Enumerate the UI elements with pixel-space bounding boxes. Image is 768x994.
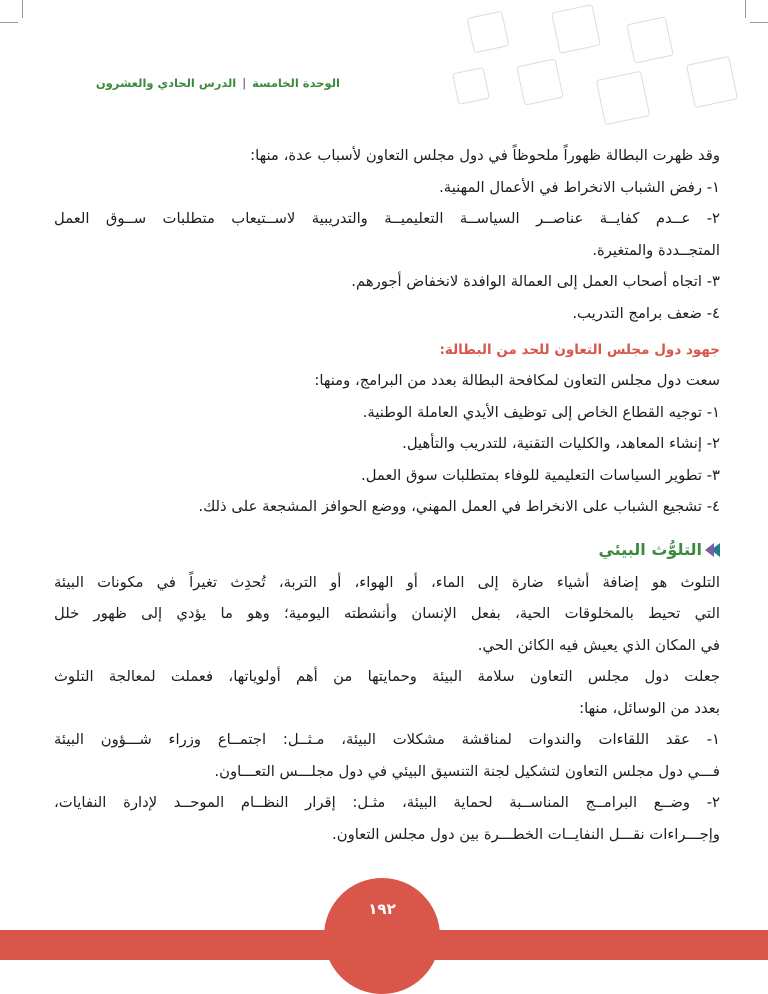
means-item-continuation: وإجـــراءات نقـــل النفايــات الخطـــرة بين دول مجلس التعاون. bbox=[332, 825, 720, 843]
cause-item: ١- رفض الشباب الانخراط في الأعمال المهنية. bbox=[439, 178, 720, 196]
effort-item: ٢- إنشاء المعاهد، والكليات التقنية، للتدريب والتأهيل. bbox=[402, 435, 720, 452]
unit-label: الوحدة الخامسة bbox=[252, 76, 340, 90]
crop-mark bbox=[22, 0, 23, 18]
decorative-square bbox=[596, 71, 651, 126]
efforts-heading: جهود دول مجلس التعاون للحد من البطالة: bbox=[439, 342, 720, 358]
page-number: ١٩٢ bbox=[324, 878, 440, 994]
gcc-pollution-line: جعلت دول مجلس التعاون سلامة البيئة وحمايتها من أهم أولوياتها، فعملت لمعالجة التلوث bbox=[54, 668, 720, 685]
cause-item: ٢- عــدم كفايــة عناصــر السياســة التعليميــة والتدريبية لاســتيعاب متطلبات ســوق العمل bbox=[54, 210, 720, 227]
decorative-square bbox=[626, 16, 673, 63]
cause-item: ٣- اتجاه أصحاب العمل إلى العمالة الوافدة لانخفاض أجورهم. bbox=[351, 273, 720, 290]
page-body bbox=[54, 140, 720, 850]
unemployment-intro: وقد ظهرت البطالة ظهوراً ملحوظاً في دول مجلس التعاون لأسباب عدة، منها: bbox=[250, 147, 720, 164]
means-item-continuation: فـــي دول مجلس التعاون لتشكيل لجنة التنسيق البيئي في دول مجلـــس التعـــاون. bbox=[214, 762, 720, 780]
decorative-square bbox=[452, 67, 490, 105]
crop-mark bbox=[750, 22, 768, 23]
gcc-pollution-line: بعدد من الوسائل، منها: bbox=[579, 699, 720, 717]
decorative-square bbox=[516, 58, 563, 105]
decorative-square bbox=[467, 11, 510, 54]
section-title: التلوُّث البيئي bbox=[598, 539, 702, 559]
decorative-square bbox=[551, 4, 601, 54]
cause-item: ٤- ضعف برامج التدريب. bbox=[572, 304, 720, 322]
lesson-label: الدرس الحادي والعشرون bbox=[95, 76, 237, 90]
effort-item: ٤- تشجيع الشباب على الانخراط في العمل المهني، ووضع الحوافز المشجعة على ذلك. bbox=[198, 498, 720, 515]
effort-item: ١- توجيه القطاع الخاص إلى توظيف الأيدي العاملة الوطنية. bbox=[362, 403, 720, 421]
pollution-definition-line: في المكان الذي يعيش فيه الكائن الحي. bbox=[477, 636, 720, 654]
crop-mark bbox=[0, 22, 18, 23]
cause-item-continuation: المتجــددة والمتغيرة. bbox=[592, 241, 720, 259]
pollution-definition-line: التي تحيط بالمخلوقات الحية، بفعل الإنسان وأنشطته اليومية؛ وهو ما يؤدي إلى ظهور خلل bbox=[54, 605, 720, 622]
means-item: ١- عقد اللقاءات والندوات لمناقشة مشكلات البيئة، مـثــل: اجتمــاع وزراء شـــؤون البيئة bbox=[54, 731, 720, 748]
chevron-left-icon bbox=[708, 543, 720, 557]
pollution-definition-line: التلوث هو إضافة أشياء ضارة إلى الماء، أو الهواء، أو التربة، تُحدِث تغيراً في مكونات البيئة bbox=[54, 573, 720, 591]
effort-item: ٣- تطوير السياسات التعليمية للوفاء بمتطلبات سوق العمل. bbox=[361, 466, 720, 484]
crop-mark bbox=[745, 0, 746, 18]
decorative-square bbox=[686, 56, 738, 108]
running-header bbox=[96, 76, 340, 90]
efforts-intro: سعت دول مجلس التعاون لمكافحة البطالة بعدد من البرامج، ومنها: bbox=[314, 372, 720, 389]
pollution-section-heading bbox=[54, 533, 720, 567]
header-separator: | bbox=[242, 76, 247, 90]
means-item: ٢- وضــع البرامــج المناســبة لحماية البيئة، مثـل: إقرار النظــام الموحــد لإدارة النفايات، bbox=[54, 794, 720, 811]
